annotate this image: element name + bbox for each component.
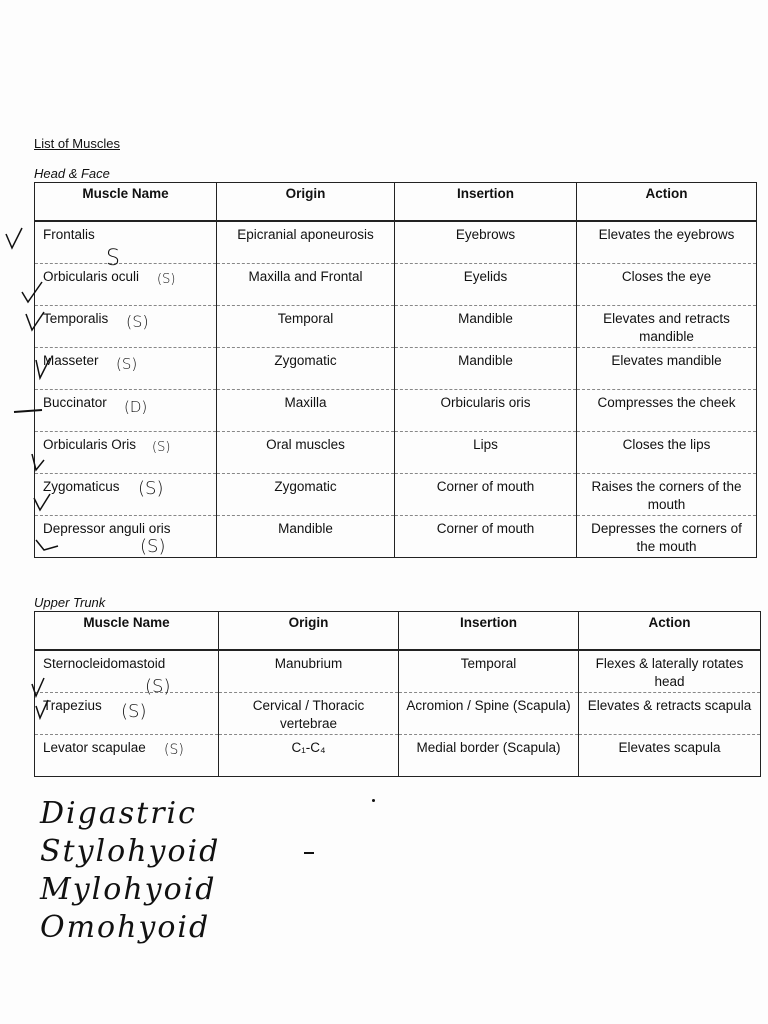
upper-trunk-table xyxy=(34,611,761,777)
origin-cell: Maxilla xyxy=(217,389,395,431)
column-header-origin: Origin xyxy=(217,183,395,222)
muscle-name-cell: Sternocleidomastoid xyxy=(35,650,219,692)
muscle-name-cell: Orbicularis oculi xyxy=(35,263,217,305)
column-header-action: Action xyxy=(577,183,757,222)
checkmark-icon xyxy=(34,494,50,510)
table-row xyxy=(35,221,757,263)
muscle-name-cell: Zygomaticus xyxy=(35,473,217,515)
origin-cell: Mandible xyxy=(217,515,395,557)
column-header-origin: Origin xyxy=(219,612,399,651)
insertion-cell: Mandible xyxy=(395,305,577,347)
origin-cell: Zygomatic xyxy=(217,473,395,515)
handwritten-note-stylohyoid: Stylohyoid xyxy=(40,834,221,869)
head-face-table xyxy=(34,182,757,558)
handwritten-note-mylohyoid: Mylohyoid xyxy=(40,872,217,907)
action-cell: Raises the corners of the mouth xyxy=(577,473,757,515)
handwritten-annotation-zygomaticus: (S) xyxy=(138,478,164,499)
insertion-cell: Acromion / Spine (Scapula) xyxy=(399,692,579,734)
muscle-name-cell: Levator scapulae xyxy=(35,734,219,776)
action-cell: Flexes & laterally rotates head xyxy=(579,650,761,692)
muscle-name-cell: Temporalis xyxy=(35,305,217,347)
checkmark-icon xyxy=(6,228,22,248)
checkmark-icon xyxy=(36,700,48,718)
action-cell: Elevates the eyebrows xyxy=(577,221,757,263)
muscle-name-cell: Frontalis xyxy=(35,221,217,263)
handwritten-annotation-orbicularis-oculi: (S) xyxy=(157,272,176,287)
table-row xyxy=(35,431,757,473)
origin-cell: Temporal xyxy=(217,305,395,347)
origin-cell: Maxilla and Frontal xyxy=(217,263,395,305)
origin-cell: Oral muscles xyxy=(217,431,395,473)
section-label-head-face: Head & Face xyxy=(34,166,110,181)
document-title: List of Muscles xyxy=(34,136,120,151)
column-header-muscle-name: Muscle Name xyxy=(35,612,219,651)
column-header-action: Action xyxy=(579,612,761,651)
handwritten-annotation-levator: (S) xyxy=(164,742,184,758)
handwritten-annotation-temporalis: (S) xyxy=(126,312,149,331)
muscle-name-cell: Depressor anguli oris xyxy=(35,515,217,557)
handwritten-annotation-masseter: (S) xyxy=(116,355,138,373)
action-cell: Elevates & retracts scapula xyxy=(579,692,761,734)
handwritten-note-digastric: Digastric xyxy=(40,796,197,831)
column-header-insertion: Insertion xyxy=(399,612,579,651)
insertion-cell: Eyebrows xyxy=(395,221,577,263)
muscle-name-cell: Buccinator xyxy=(35,389,217,431)
action-cell: Compresses the cheek xyxy=(577,389,757,431)
insertion-cell: Orbicularis oris xyxy=(395,389,577,431)
checkmark-icon xyxy=(32,454,44,470)
action-cell: Elevates and retracts mandible xyxy=(577,305,757,347)
checkmark-icons xyxy=(0,220,60,560)
stray-dot-mark xyxy=(372,799,375,802)
handwritten-annotation-sternocleidomastoid: (S) xyxy=(145,676,171,697)
insertion-cell: Corner of mouth xyxy=(395,473,577,515)
action-cell: Elevates scapula xyxy=(579,734,761,776)
action-cell: Closes the eye xyxy=(577,263,757,305)
insertion-cell: Lips xyxy=(395,431,577,473)
origin-cell: Cervical / Thoracic vertebrae xyxy=(219,692,399,734)
handwritten-annotation-orbicularis-oris: (S) xyxy=(152,440,171,455)
dash-mark-icon xyxy=(14,410,42,412)
column-header-muscle-name: Muscle Name xyxy=(35,183,217,222)
table-row xyxy=(35,734,761,776)
checkmark-icon xyxy=(36,540,58,550)
table-row xyxy=(35,650,761,692)
origin-cell: Epicranial aponeurosis xyxy=(217,221,395,263)
muscle-name-cell: Trapezius xyxy=(35,692,219,734)
checkmark-icon xyxy=(32,678,44,696)
muscle-name-cell: Masseter xyxy=(35,347,217,389)
checkmark-icon xyxy=(22,282,42,302)
handwritten-annotation-depressor: (S) xyxy=(140,536,166,557)
table-row xyxy=(35,263,757,305)
handwritten-annotation-trapezius: (S) xyxy=(121,701,147,722)
insertion-cell: Mandible xyxy=(395,347,577,389)
insertion-cell: Eyelids xyxy=(395,263,577,305)
handwritten-note-omohyoid: Omohyoid xyxy=(40,910,211,945)
stray-dash-mark xyxy=(304,852,314,854)
action-cell: Elevates mandible xyxy=(577,347,757,389)
section-label-upper-trunk: Upper Trunk xyxy=(34,595,106,610)
column-header-insertion: Insertion xyxy=(395,183,577,222)
handwritten-annotation-buccinator: (D) xyxy=(124,398,148,416)
origin-cell: Zygomatic xyxy=(217,347,395,389)
checkmark-icon xyxy=(26,312,44,330)
action-cell: Depresses the corners of the mouth xyxy=(577,515,757,557)
muscle-name-cell: Orbicularis Oris xyxy=(35,431,217,473)
table-header-row xyxy=(35,612,761,651)
insertion-cell: Corner of mouth xyxy=(395,515,577,557)
origin-cell: Manubrium xyxy=(219,650,399,692)
handwritten-s-frontalis: S xyxy=(106,246,120,271)
checkmark-icons-trunk xyxy=(30,670,60,730)
insertion-cell: Temporal xyxy=(399,650,579,692)
table-row xyxy=(35,347,757,389)
action-cell: Closes the lips xyxy=(577,431,757,473)
origin-cell: C₁-C₄ xyxy=(219,734,399,776)
table-header-row xyxy=(35,183,757,222)
checkmark-icon xyxy=(36,358,50,378)
insertion-cell: Medial border (Scapula) xyxy=(399,734,579,776)
